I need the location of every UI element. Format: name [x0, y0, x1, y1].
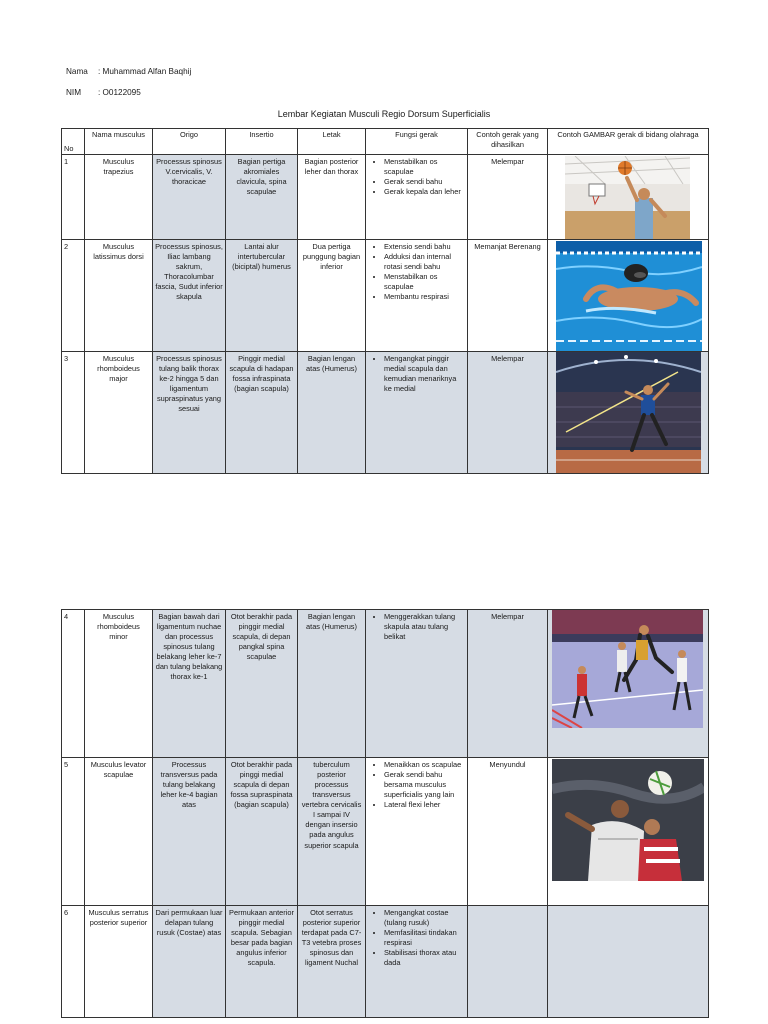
cell-insertio: Lantai alur intertubercular (biciptal) humerus — [226, 240, 298, 352]
fungsi-item: • Stabilisasi thorax atau dada — [384, 948, 465, 968]
cell-contoh: Menyundul — [468, 758, 548, 906]
header-gambar: Contoh GAMBAR gerak di bidang olahraga — [548, 129, 709, 155]
cell-no: 5 — [62, 758, 85, 906]
cell-fungsi — [366, 240, 468, 352]
cell-letak: tuberculum posterior processus transversus vertebra cervicalis I sampai IV dengan insersio pada angulus superior scapula — [298, 758, 366, 906]
cell-contoh: Memanjat Berenang — [468, 240, 548, 352]
handball-photo — [552, 610, 703, 728]
cell-insertio: Bagian pertiga akromiales clavicula, spina scapulae — [226, 155, 298, 240]
nim-value: : O0122095 — [98, 88, 141, 97]
header-origo: Origo — [153, 129, 226, 155]
cell-contoh: Melempar — [468, 155, 548, 240]
header-no: No — [62, 129, 85, 155]
fungsi-item: • Membantu respirasi — [384, 292, 465, 302]
cell-insertio: Permukaan anterior pinggir medial scapula. Sebagian besar pada bagian angulus inferior scapula. — [226, 906, 298, 1018]
header-nama: Nama musculus — [85, 129, 153, 155]
cell-gambar — [548, 610, 709, 758]
fungsi-item: • Memfasilitasi tindakan respirasi — [384, 928, 465, 948]
fungsi-item: • Menstabilkan os scapulae — [384, 272, 465, 292]
fungsi-item: • Gerak sendi bahu bersama musculus superficialis yang lain — [384, 770, 465, 800]
cell-no: 2 — [62, 240, 85, 352]
cell-gambar — [548, 758, 709, 906]
cell-letak: Bagian lengan atas (Humerus) — [298, 352, 366, 474]
muscle-table-page-2 — [61, 609, 709, 1018]
cell-nama: Musculus serratus posterior superior — [85, 906, 153, 1018]
football-header-photo — [552, 759, 704, 881]
cell-insertio: Otot berakhir pada pinggir medial scapula, di depan pangkal spina scapulae — [226, 610, 298, 758]
fungsi-item: • Menggerakkan tulang skapula atau tulang belikat — [384, 612, 465, 642]
cell-origo: Processus spinosus, Iliac lambang sakrum, Thoracolumbar fascia, Sudut inferior skapula — [153, 240, 226, 352]
cell-nama: Musculus rhomboideus major — [85, 352, 153, 474]
table-row — [62, 610, 709, 758]
header-contoh: Contoh gerak yang dihasilkan — [468, 129, 548, 155]
table-row — [62, 240, 709, 352]
cell-contoh: Melempar — [468, 352, 548, 474]
fungsi-list — [368, 242, 465, 302]
fungsi-item: • Adduksi dan internal rotasi sendi bahu — [384, 252, 465, 272]
fungsi-item: • Gerak kepala dan leher — [384, 187, 465, 197]
table-row — [62, 155, 709, 240]
cell-gambar — [548, 155, 709, 240]
swimming-photo — [556, 241, 702, 351]
cell-nama: Musculus levator scapulae — [85, 758, 153, 906]
nim-label: NIM — [66, 88, 82, 97]
cell-fungsi — [366, 610, 468, 758]
cell-contoh: Melempar — [468, 610, 548, 758]
javelin-photo — [556, 352, 701, 474]
cell-origo: Processus spinosus tulang balik thorax ke-2 hingga 5 dan ligamentum supraspinatus yang sesuai — [153, 352, 226, 474]
fungsi-list — [368, 908, 465, 968]
fungsi-list — [368, 760, 465, 810]
fungsi-item: • Extensio sendi bahu — [384, 242, 465, 252]
cell-no: 4 — [62, 610, 85, 758]
cell-no: 3 — [62, 352, 85, 474]
cell-fungsi — [366, 906, 468, 1018]
cell-gambar — [548, 352, 709, 474]
fungsi-item: • Lateral flexi leher — [384, 800, 465, 810]
student-nim-line — [66, 88, 141, 97]
fungsi-list — [368, 157, 465, 197]
name-value: : Muhammad Alfan Baqhij — [98, 67, 192, 76]
cell-origo: Processus spinosus V.cervicalis, V. thoracicae — [153, 155, 226, 240]
cell-origo: Bagian bawah dari ligamentum nuchae dan processus spinosus tulang belakang leher ke-7 dan tulang belakang thorax ke-1 — [153, 610, 226, 758]
cell-no: 1 — [62, 155, 85, 240]
student-name-line — [66, 67, 191, 76]
table-row — [62, 758, 709, 906]
table-row — [62, 906, 709, 1018]
cell-insertio: Otot berakhir pada pinggi medial scapula di depan fossa supraspinata (bagian scapula) — [226, 758, 298, 906]
cell-gambar — [548, 906, 709, 1018]
cell-gambar — [548, 240, 709, 352]
cell-contoh — [468, 906, 548, 1018]
fungsi-list — [368, 354, 465, 394]
muscle-table-page-1 — [61, 128, 709, 474]
cell-letak: Bagian lengan atas (Humerus) — [298, 610, 366, 758]
page-title: Lembar Kegiatan Musculi Regio Dorsum Superficialis — [277, 109, 491, 119]
fungsi-list — [368, 612, 465, 642]
cell-letak: Otot serratus posterior superior terdapat pada C7-T3 vetebra proses spinosus dan ligament Nuchal — [298, 906, 366, 1018]
cell-fungsi — [366, 758, 468, 906]
cell-insertio: Pinggir medial scapula di hadapan fossa infraspinata (bagian scapula) — [226, 352, 298, 474]
cell-nama: Musculus rhomboideus minor — [85, 610, 153, 758]
cell-origo: Dari permukaan luar delapan tulang rusuk (Costae) atas — [153, 906, 226, 1018]
header-letak: Letak — [298, 129, 366, 155]
fungsi-item: • Menstabilkan os scapulae — [384, 157, 465, 177]
table-header-row — [62, 129, 709, 155]
cell-origo: Processus transversus pada tulang belakang leher ke-4 bagian atas — [153, 758, 226, 906]
cell-nama: Musculus latissimus dorsi — [85, 240, 153, 352]
fungsi-item: • Mengangkat pinggir medial scapula dan kemudian menariknya ke medial — [384, 354, 465, 394]
cell-fungsi — [366, 352, 468, 474]
cell-fungsi — [366, 155, 468, 240]
name-label: Nama — [66, 67, 88, 76]
cell-nama: Musculus trapezius — [85, 155, 153, 240]
header-insertio: Insertio — [226, 129, 298, 155]
table-row — [62, 352, 709, 474]
cell-letak: Bagian posterior leher dan thorax — [298, 155, 366, 240]
cell-no: 6 — [62, 906, 85, 1018]
header-fungsi: Fungsi gerak — [366, 129, 468, 155]
fungsi-item: • Menaikkan os scapulae — [384, 760, 465, 770]
cell-letak: Dua pertiga punggung bagian inferior — [298, 240, 366, 352]
basketball-photo — [565, 156, 690, 239]
fungsi-item: • Mengangkat costae (tulang rusuk) — [384, 908, 465, 928]
fungsi-item: • Gerak sendi bahu — [384, 177, 465, 187]
